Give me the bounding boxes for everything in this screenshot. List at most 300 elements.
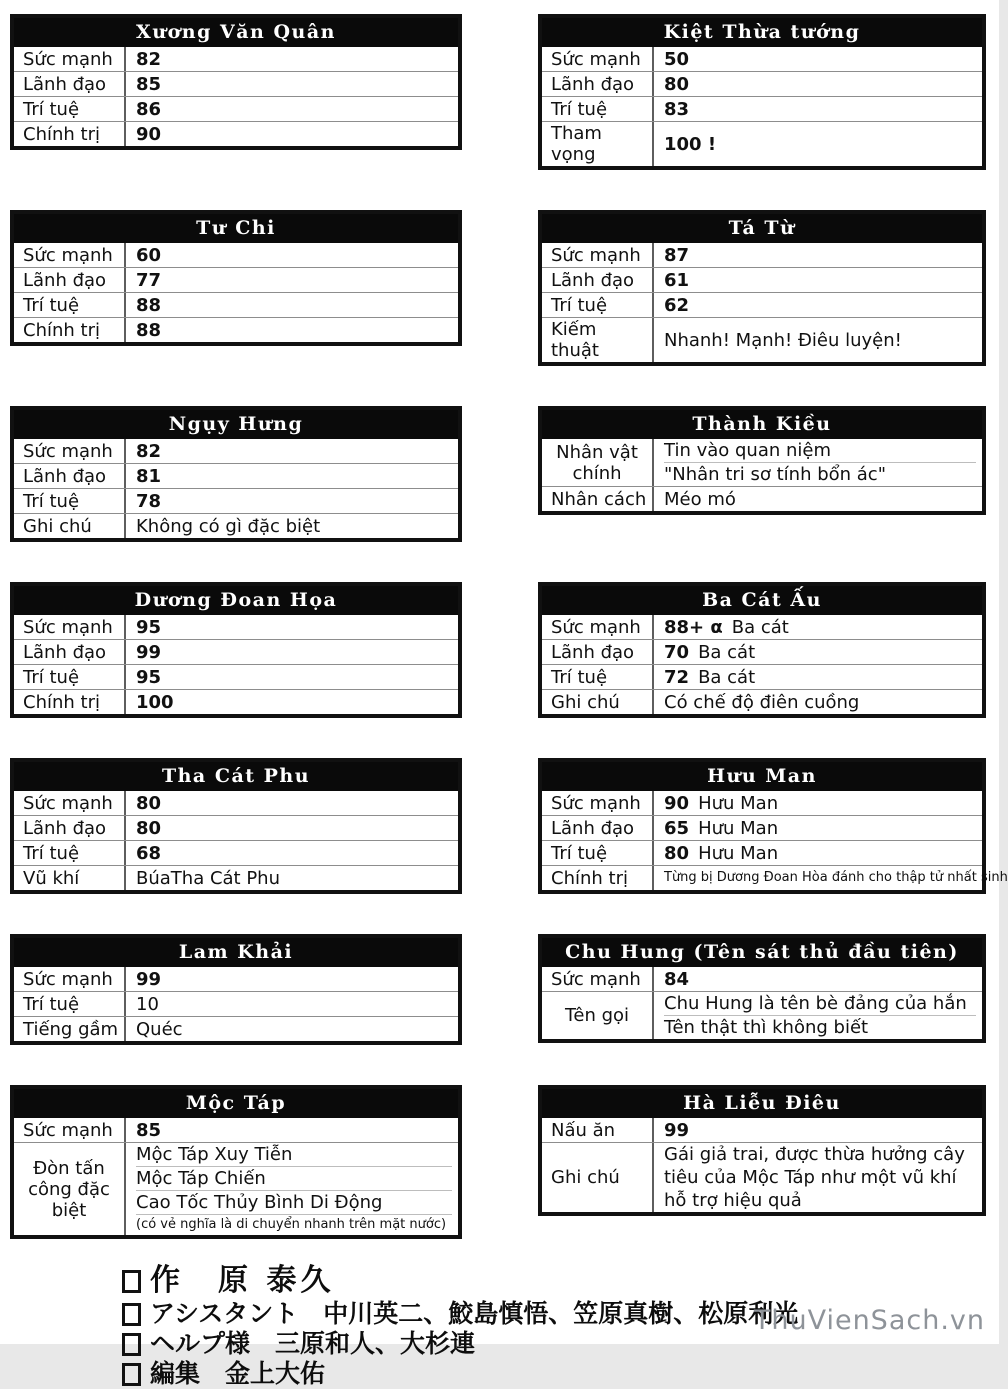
- table-row: [542, 487, 982, 511]
- stat-value-text: Nhanh! Mạnh! Điêu luyện!: [664, 329, 902, 351]
- stat-values: [126, 318, 458, 342]
- stat-value-number: 62: [664, 294, 690, 316]
- table-row: [542, 816, 982, 841]
- tables-grid: [10, 14, 1008, 1239]
- table-title: Hà Liễu Điêu: [542, 1089, 982, 1118]
- table-row: [542, 615, 982, 640]
- stat-value: [664, 1143, 976, 1212]
- stat-value: [136, 691, 452, 714]
- table-row: [542, 791, 982, 816]
- stat-value-number: 85: [136, 1119, 162, 1141]
- stat-value: [664, 329, 976, 352]
- checkbox-icon: [122, 1363, 141, 1386]
- stat-value-text: Méo mó: [664, 488, 736, 510]
- stat-value-number: 88: [136, 319, 162, 341]
- stat-value-number: 99: [664, 1119, 690, 1141]
- stat-values: [126, 268, 458, 292]
- stat-label: Chính trị: [542, 866, 654, 890]
- table-row: [14, 816, 458, 841]
- stat-value: [664, 244, 976, 267]
- table-row: [542, 439, 982, 487]
- stat-values: [126, 690, 458, 714]
- stat-value: [136, 1119, 452, 1142]
- table-row: [14, 967, 458, 992]
- stat-values: [126, 293, 458, 317]
- stat-value: [136, 993, 452, 1016]
- table-row: [542, 47, 982, 72]
- stat-values: [654, 1118, 982, 1142]
- stat-value-text: Ba cát: [698, 641, 756, 663]
- stat-value: [664, 842, 976, 865]
- stat-value: [136, 1018, 452, 1041]
- stat-value: [136, 641, 452, 664]
- stat-value: [664, 968, 976, 991]
- stat-value-number: 100: [136, 691, 174, 713]
- stat-values: [126, 816, 458, 840]
- stat-label: Chính trị: [14, 122, 126, 146]
- table-title: Dương Đoan Họa: [14, 586, 458, 615]
- stat-value: [136, 616, 452, 639]
- stat-values: [126, 47, 458, 71]
- table-body: [542, 47, 982, 166]
- stat-value-text: Tên thật thì không biết: [664, 1017, 869, 1038]
- table-body: [14, 1118, 458, 1235]
- stat-label: Sức mạnh: [14, 615, 126, 639]
- table-body: [542, 439, 982, 511]
- table-row: [542, 72, 982, 97]
- table-body: [542, 791, 1008, 890]
- stat-value: [664, 98, 976, 121]
- stat-value: [664, 817, 976, 840]
- table-row: [542, 318, 982, 362]
- stat-value: [136, 490, 452, 513]
- stat-label: Vũ khí: [14, 866, 126, 890]
- stat-value-text: Chu Hung là tên bè đảng của hắn: [664, 993, 967, 1014]
- stat-label: Trí tuệ: [14, 992, 126, 1016]
- stat-table: [10, 758, 462, 894]
- stat-value: [136, 1190, 452, 1214]
- table-body: [542, 967, 982, 1039]
- stat-value-text: Mộc Táp Chiến: [136, 1168, 266, 1189]
- stat-label: Ghi chú: [14, 514, 126, 538]
- stat-values: [126, 791, 458, 815]
- stat-table: [10, 406, 462, 542]
- stat-value-text: Gái giả trai, được thừa hưởng cây tiêu của Mộc Táp như một vũ khí hỗ trợ hiệu quả: [664, 1144, 965, 1211]
- stat-table: [538, 14, 986, 170]
- stat-value: [664, 792, 976, 815]
- stat-values: [654, 640, 982, 664]
- table-row: [542, 122, 982, 166]
- stat-value: [136, 269, 452, 292]
- stat-values: [654, 97, 982, 121]
- table-row: [14, 1118, 458, 1143]
- stat-value-text: BúaTha Cát Phu: [136, 867, 280, 889]
- stat-label: Trí tuệ: [14, 665, 126, 689]
- table-row: [14, 122, 458, 146]
- stat-label: Lãnh đạo: [542, 816, 654, 840]
- stat-values: [654, 1143, 982, 1212]
- stat-label: Sức mạnh: [542, 615, 654, 639]
- stat-value-text: Có chế độ điên cuồng: [664, 691, 860, 713]
- stat-value-number: 95: [136, 666, 162, 688]
- stat-value-number: 80: [136, 817, 162, 839]
- table-body: [14, 615, 458, 714]
- stat-value-number: 80: [664, 842, 690, 864]
- stat-values: [126, 640, 458, 664]
- stat-label: Trí tuệ: [14, 841, 126, 865]
- table-row: [14, 318, 458, 342]
- stat-table: [538, 406, 986, 515]
- table-row: [14, 439, 458, 464]
- table-row: [542, 841, 982, 866]
- stat-value-number: 82: [136, 48, 162, 70]
- stat-value: [664, 488, 976, 511]
- stat-value: [664, 439, 976, 462]
- table-row: [542, 97, 982, 122]
- table-body: [542, 615, 982, 714]
- stat-values: [126, 439, 458, 463]
- stat-label: Lãnh đạo: [542, 640, 654, 664]
- stat-label: Trí tuệ: [542, 293, 654, 317]
- table-title: Tha Cát Phu: [14, 762, 458, 791]
- credit-line: [122, 1359, 986, 1389]
- table-row: [14, 489, 458, 514]
- checkbox-icon: [122, 1303, 141, 1326]
- stat-value-number: 61: [664, 269, 690, 291]
- stat-label: Sức mạnh: [14, 243, 126, 267]
- table-row: [14, 293, 458, 318]
- stat-values: [126, 514, 458, 538]
- stat-label: Trí tuệ: [542, 841, 654, 865]
- stat-value: [136, 968, 452, 991]
- stat-value: [664, 641, 976, 664]
- stat-label: Lãnh đạo: [542, 268, 654, 292]
- stat-label: Ghi chú: [542, 690, 654, 714]
- stat-value: [136, 123, 452, 146]
- stat-value: [136, 294, 452, 317]
- stat-table: [10, 934, 462, 1045]
- stat-values: [126, 489, 458, 513]
- table-row: [542, 866, 1008, 890]
- stat-value-number: 80: [136, 792, 162, 814]
- stat-value-text: Hưu Man: [698, 792, 779, 814]
- stat-label: Trí tuệ: [14, 97, 126, 121]
- table-row: [14, 841, 458, 866]
- stat-label: Trí tuệ: [542, 665, 654, 689]
- stat-values: [126, 841, 458, 865]
- table-title: Ngụy Hưng: [14, 410, 458, 439]
- stat-value-text: Hưu Man: [698, 817, 779, 839]
- table-body: [14, 47, 458, 146]
- stat-values: [654, 841, 982, 865]
- stat-value: [136, 1214, 452, 1235]
- table-row: [14, 690, 458, 714]
- stat-value: [664, 1015, 976, 1039]
- table-title: Mộc Táp: [14, 1089, 458, 1118]
- stat-values: [654, 866, 1008, 890]
- table-row: [542, 1118, 982, 1143]
- stat-value: [136, 867, 452, 890]
- table-row: [14, 1143, 458, 1235]
- stat-values: [654, 967, 982, 991]
- stat-label: Tên gọi: [542, 992, 654, 1039]
- table-title: Lam Khải: [14, 938, 458, 967]
- stat-values: [126, 992, 458, 1016]
- stat-values: [126, 97, 458, 121]
- stat-value-text: Không có gì đặc biệt: [136, 515, 321, 537]
- stat-values: [126, 464, 458, 488]
- stat-label: Tham vọng: [542, 122, 654, 166]
- table-row: [542, 992, 982, 1039]
- table-title: Kiệt Thừa tướng: [542, 18, 982, 47]
- stat-value: [136, 666, 452, 689]
- stat-value-text: Quéc: [136, 1018, 183, 1040]
- stat-value: [136, 319, 452, 342]
- stat-label: Nhân vật chính: [542, 439, 654, 486]
- table-body: [14, 243, 458, 342]
- credit-line: [122, 1263, 986, 1299]
- stat-value-number: 77: [136, 269, 162, 291]
- stat-value-text: Ba cát: [698, 666, 756, 688]
- stat-value-text: Mộc Táp Xuy Tiễn: [136, 1144, 293, 1165]
- stat-value-text: Cao Tốc Thủy Bình Di Động: [136, 1192, 383, 1213]
- stat-table: [538, 1085, 986, 1216]
- stat-value: [136, 73, 452, 96]
- table-title: Tư Chi: [14, 214, 458, 243]
- stat-value-number: 65: [664, 817, 690, 839]
- stat-label: Lãnh đạo: [14, 640, 126, 664]
- stat-value-text: Từng bị Dương Đoan Hòa đánh cho thập tử nhất sinh: [664, 870, 1008, 885]
- stat-value: [136, 515, 452, 538]
- table-row: [542, 967, 982, 992]
- stat-values: [126, 665, 458, 689]
- stat-value-text: Ba cát: [731, 616, 789, 638]
- stat-table: [538, 934, 986, 1043]
- table-row: [14, 243, 458, 268]
- table-row: [14, 72, 458, 97]
- stat-values: [654, 690, 982, 714]
- stat-values: [126, 866, 458, 890]
- stat-value: [136, 465, 452, 488]
- stat-values: [654, 791, 982, 815]
- checkbox-icon: [122, 1333, 141, 1356]
- stat-value-number: 86: [136, 98, 162, 120]
- table-row: [14, 615, 458, 640]
- stat-values: [126, 1143, 458, 1235]
- stat-label: Tiếng gầm: [14, 1017, 126, 1041]
- stat-values: [654, 992, 982, 1039]
- stat-label: Trí tuệ: [542, 97, 654, 121]
- table-row: [14, 665, 458, 690]
- stat-values: [654, 72, 982, 96]
- stat-values: [126, 615, 458, 639]
- stat-value-number: 83: [664, 98, 690, 120]
- stat-value-number: 78: [136, 490, 162, 512]
- stat-values: [654, 243, 982, 267]
- table-row: [14, 866, 458, 890]
- stat-label: Lãnh đạo: [14, 268, 126, 292]
- stat-value-number: 60: [136, 244, 162, 266]
- stat-label: Sức mạnh: [542, 47, 654, 71]
- stat-label: Ghi chú: [542, 1143, 654, 1212]
- stat-values: [654, 122, 982, 166]
- stat-value: [664, 462, 976, 486]
- stat-value-number: 90: [136, 123, 162, 145]
- stat-value-number: 72: [664, 666, 690, 688]
- stat-value: [664, 868, 1008, 888]
- credit-text: アシスタント 中川英二、鮫島慎悟、笠原真樹、松原利光: [150, 1299, 799, 1328]
- stat-label: Sức mạnh: [542, 243, 654, 267]
- stat-label: Nhân cách: [542, 487, 654, 511]
- stat-label: Lãnh đạo: [14, 816, 126, 840]
- stat-values: [654, 293, 982, 317]
- stat-table: [10, 1085, 462, 1239]
- stat-label: Trí tuệ: [14, 489, 126, 513]
- checkbox-icon: [122, 1270, 141, 1293]
- stat-value-number: 80: [664, 73, 690, 95]
- stat-value: [136, 244, 452, 267]
- stat-label: Lãnh đạo: [14, 464, 126, 488]
- stat-values: [654, 665, 982, 689]
- stat-value-number: 100 !: [664, 133, 717, 155]
- table-title: Tá Từ: [542, 214, 982, 243]
- stat-label: Kiếm thuật: [542, 318, 654, 362]
- stat-value-number: 88: [136, 294, 162, 316]
- stat-value: [664, 73, 976, 96]
- stat-value: [664, 616, 976, 639]
- stat-value-number: 82: [136, 440, 162, 462]
- stat-value: [136, 440, 452, 463]
- table-row: [542, 690, 982, 714]
- stat-value: [136, 98, 452, 121]
- table-title: Ba Cát Ấu: [542, 586, 982, 615]
- stat-values: [126, 243, 458, 267]
- stat-label: Sức mạnh: [14, 47, 126, 71]
- table-title: Chu Hung (Tên sát thủ đầu tiên): [542, 938, 982, 967]
- stat-value-number: 68: [136, 842, 162, 864]
- stat-value-number: 95: [136, 616, 162, 638]
- table-row: [14, 791, 458, 816]
- stat-values: [654, 439, 982, 486]
- stat-value: [664, 133, 976, 156]
- table-row: [542, 640, 982, 665]
- credit-text: ヘルプ様 三原和人、大杉連: [150, 1329, 476, 1358]
- stat-value-text: (có vẻ nghĩa là di chuyển nhanh trên mặt nước): [136, 1217, 447, 1232]
- table-row: [14, 640, 458, 665]
- stat-values: [126, 967, 458, 991]
- stat-value-text: 10: [136, 993, 159, 1015]
- stat-value-number: 50: [664, 48, 690, 70]
- stat-label: Sức mạnh: [14, 1118, 126, 1142]
- stat-value: [664, 666, 976, 689]
- credit-text: 作 原 泰久: [150, 1263, 335, 1298]
- table-body: [14, 967, 458, 1041]
- stat-value-number: 81: [136, 465, 162, 487]
- stat-value-number: 70: [664, 641, 690, 663]
- stat-label: Sức mạnh: [14, 439, 126, 463]
- table-title: Thành Kiều: [542, 410, 982, 439]
- stat-values: [654, 47, 982, 71]
- stat-value: [664, 294, 976, 317]
- stat-label: Sức mạnh: [14, 791, 126, 815]
- stat-value: [136, 792, 452, 815]
- stat-label: Lãnh đạo: [14, 72, 126, 96]
- stat-label: Sức mạnh: [542, 791, 654, 815]
- table-body: [542, 243, 982, 362]
- stat-value-text: "Nhân tri sơ tính bổn ác": [664, 464, 886, 485]
- stat-value: [136, 1143, 452, 1166]
- stat-value-number: 99: [136, 968, 162, 990]
- stat-label: Sức mạnh: [542, 967, 654, 991]
- stat-table: [538, 758, 1008, 894]
- stat-values: [654, 268, 982, 292]
- stat-value: [664, 691, 976, 714]
- stat-label: Chính trị: [14, 318, 126, 342]
- stat-values: [126, 72, 458, 96]
- stat-value-number: 99: [136, 641, 162, 663]
- stat-value: [136, 817, 452, 840]
- stat-values: [126, 1118, 458, 1142]
- stat-label: Trí tuệ: [14, 293, 126, 317]
- stat-table: [538, 582, 986, 718]
- stat-value-text: Hưu Man: [698, 842, 779, 864]
- stat-label: Lãnh đạo: [542, 72, 654, 96]
- stat-table: [10, 210, 462, 346]
- stat-value: [664, 48, 976, 71]
- stat-value: [136, 842, 452, 865]
- watermark: ThuVienSach.vn: [753, 1305, 985, 1336]
- table-row: [14, 1017, 458, 1041]
- table-row: [14, 992, 458, 1017]
- table-row: [542, 243, 982, 268]
- stat-table: [10, 14, 462, 150]
- stat-values: [654, 816, 982, 840]
- stat-value-number: 88+ α: [664, 616, 723, 638]
- stat-table: [10, 582, 462, 718]
- table-row: [542, 268, 982, 293]
- stat-value: [664, 992, 976, 1015]
- stat-value-number: 90: [664, 792, 690, 814]
- table-row: [542, 293, 982, 318]
- table-row: [14, 97, 458, 122]
- stat-values: [654, 318, 982, 362]
- stat-value: [136, 1166, 452, 1190]
- table-row: [14, 47, 458, 72]
- stat-value-text: Tin vào quan niệm: [664, 440, 832, 461]
- stat-value: [664, 269, 976, 292]
- table-row: [14, 514, 458, 538]
- stat-values: [126, 122, 458, 146]
- table-row: [14, 268, 458, 293]
- table-title: Xương Văn Quân: [14, 18, 458, 47]
- table-row: [542, 1143, 982, 1212]
- stat-values: [126, 1017, 458, 1041]
- table-row: [542, 665, 982, 690]
- table-body: [14, 439, 458, 538]
- stat-value: [664, 1119, 976, 1142]
- stat-table: [538, 210, 986, 366]
- stat-value: [136, 48, 452, 71]
- table-body: [542, 1118, 982, 1212]
- stat-label: Chính trị: [14, 690, 126, 714]
- table-body: [14, 791, 458, 890]
- credit-text: 編集 金上大佑: [150, 1359, 326, 1388]
- table-title: Hưu Man: [542, 762, 982, 791]
- stat-values: [654, 487, 982, 511]
- table-row: [14, 464, 458, 489]
- stat-values: [654, 615, 982, 639]
- stat-label: Đòn tấn công đặc biệt: [14, 1143, 126, 1235]
